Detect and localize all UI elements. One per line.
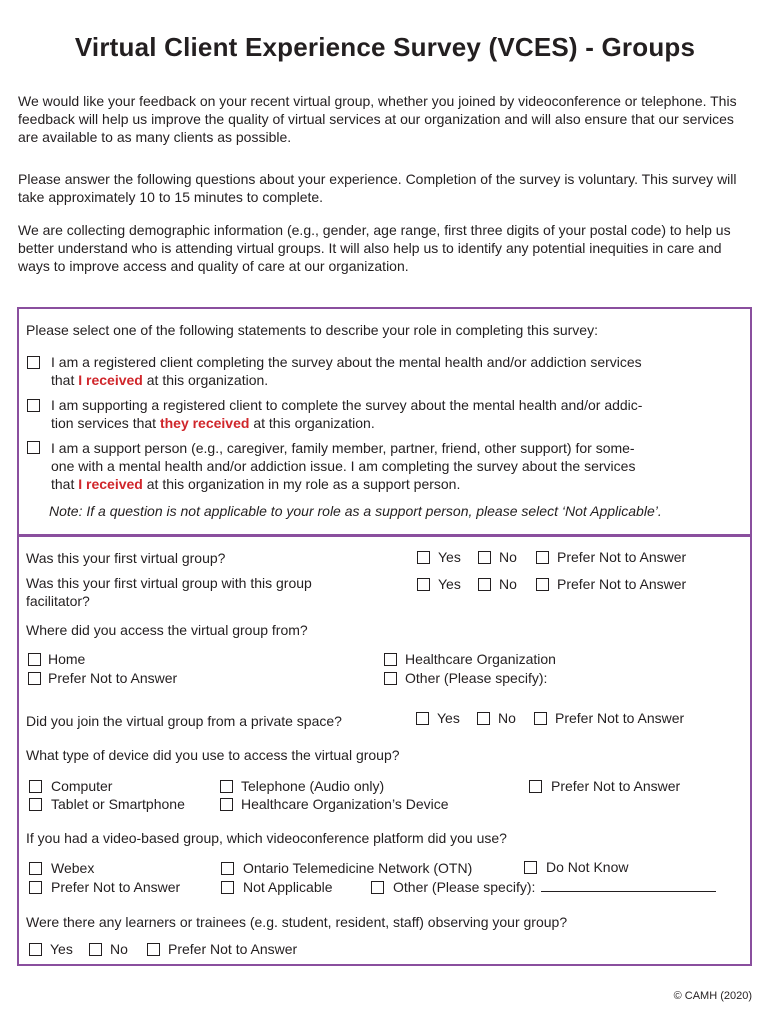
q6-webex-label: Webex	[51, 860, 95, 876]
q6-dont-know-checkbox[interactable]	[524, 861, 537, 874]
q5-hc-device-checkbox[interactable]	[220, 798, 233, 811]
q4-pnta-label: Prefer Not to Answer	[555, 710, 685, 726]
q7-yes-checkbox[interactable]	[29, 943, 42, 956]
q5-pnta-label: Prefer Not to Answer	[551, 778, 681, 794]
q4-pnta-checkbox[interactable]	[534, 712, 547, 725]
role-support-person-line-3: that I received at this organization in my role as a support person.	[51, 476, 461, 492]
role-supporting-checkbox[interactable]	[27, 399, 40, 412]
q4-no-label: No	[498, 710, 516, 726]
q5-hc-device-label: Healthcare Organization’s Device	[241, 796, 449, 812]
q6-other-checkbox[interactable]	[371, 881, 384, 894]
role-prompt: Please select one of the following statements to describe your role in completing this survey:	[26, 322, 598, 338]
q2-pnta-label: Prefer Not to Answer	[557, 576, 687, 592]
q1-label: Was this your first virtual group?	[26, 550, 226, 566]
q6-not-applicable-label: Not Applicable	[243, 879, 333, 895]
q7-pnta-checkbox[interactable]	[147, 943, 160, 956]
q7-no-label: No	[110, 941, 128, 957]
q3-pnta-checkbox[interactable]	[28, 672, 41, 685]
q5-tablet-checkbox[interactable]	[29, 798, 42, 811]
page-title: Virtual Client Experience Survey (VCES) - Groups	[74, 32, 696, 62]
role-client-line-2: that I received at this organization.	[51, 372, 269, 388]
q4-no-checkbox[interactable]	[477, 712, 490, 725]
q5-telephone-label: Telephone (Audio only)	[241, 778, 385, 794]
q6-dont-know-label: Do Not Know	[546, 859, 629, 875]
q7-no-checkbox[interactable]	[89, 943, 102, 956]
q6-other-blank-line[interactable]	[541, 879, 716, 892]
role-note: Note: If a question is not applicable to your role as a support person, please select ‘Not Applicable’.	[49, 503, 662, 519]
q5-computer-checkbox[interactable]	[29, 780, 42, 793]
q1-pnta-label: Prefer Not to Answer	[557, 549, 687, 565]
q6-other-label: Other (Please specify):	[393, 879, 536, 895]
q5-tablet-label: Tablet or Smartphone	[51, 796, 185, 812]
q3-healthcare-org-label: Healthcare Organization	[405, 651, 556, 667]
q3-healthcare-org-checkbox[interactable]	[384, 653, 397, 666]
role-supporting-line-1: I am supporting a registered client to complete the survey about the mental health and/or addic-	[51, 397, 643, 413]
q1-yes-label: Yes	[438, 549, 461, 565]
role-client-checkbox[interactable]	[27, 356, 40, 369]
q5-computer-label: Computer	[51, 778, 113, 794]
q7-pnta-label: Prefer Not to Answer	[168, 941, 298, 957]
q4-label: Did you join the virtual group from a private space?	[26, 713, 342, 729]
q2-yes-checkbox[interactable]	[417, 578, 430, 591]
q2-pnta-checkbox[interactable]	[536, 578, 549, 591]
role-supporting-line-2: tion services that they received at this organization.	[51, 415, 375, 431]
q6-webex-checkbox[interactable]	[29, 862, 42, 875]
q6-otn-checkbox[interactable]	[221, 862, 234, 875]
q6-not-applicable-checkbox[interactable]	[221, 881, 234, 894]
intro-paragraph-2: Please answer the following questions about your experience. Completion of the survey is voluntary. This survey will take approximately 10 to 15 minutes to complete.	[18, 171, 737, 205]
q1-pnta-checkbox[interactable]	[536, 551, 549, 564]
role-support-person-line-2: one with a mental health and/or addiction issue. I am completing the survey about the services	[51, 458, 636, 474]
q3-home-checkbox[interactable]	[28, 653, 41, 666]
q6-other-field[interactable]	[393, 878, 716, 896]
q4-yes-checkbox[interactable]	[416, 712, 429, 725]
q6-pnta-label: Prefer Not to Answer	[51, 879, 181, 895]
q5-telephone-checkbox[interactable]	[220, 780, 233, 793]
intro-paragraph-1: We would like your feedback on your recent virtual group, whether you joined by videoconference or telephone. This feedback will help us improve the quality of virtual services at our organization and will also ensure that our services are available to as many clients as possible.	[18, 93, 737, 145]
q3-home-label: Home	[48, 651, 86, 667]
q5-label: What type of device did you use to access the virtual group?	[26, 747, 400, 763]
q6-label: If you had a video-based group, which videoconference platform did you use?	[26, 830, 507, 846]
q1-no-label: No	[499, 549, 517, 565]
q3-label: Where did you access the virtual group from?	[26, 622, 308, 638]
q7-label: Were there any learners or trainees (e.g. student, resident, staff) observing your group?	[26, 914, 568, 930]
copyright-footer: © CAMH (2020)	[673, 990, 752, 1002]
q5-pnta-checkbox[interactable]	[529, 780, 542, 793]
q2-yes-label: Yes	[438, 576, 461, 592]
q2-label-line-2: facilitator?	[26, 593, 90, 609]
q3-other-checkbox[interactable]	[384, 672, 397, 685]
q6-otn-label: Ontario Telemedicine Network (OTN)	[243, 860, 473, 876]
role-client-line-1: I am a registered client completing the survey about the mental health and/or addiction services	[51, 354, 642, 370]
q2-no-label: No	[499, 576, 517, 592]
role-support-person-line-1: I am a support person (e.g., caregiver, family member, partner, friend, other support) for some-	[51, 440, 635, 456]
role-support-person-checkbox[interactable]	[27, 441, 40, 454]
q2-label-line-1: Was this your first virtual group with this group	[26, 575, 312, 591]
q1-yes-checkbox[interactable]	[417, 551, 430, 564]
q1-no-checkbox[interactable]	[478, 551, 491, 564]
q4-yes-label: Yes	[437, 710, 460, 726]
q6-pnta-checkbox[interactable]	[29, 881, 42, 894]
intro-paragraph-3: We are collecting demographic information (e.g., gender, age range, first three digits of your postal code) to help us better understand who is attending virtual groups. It will also help us to identify any potential inequities in care and ways to improve access and quality of care at our organization.	[18, 222, 731, 274]
q2-no-checkbox[interactable]	[478, 578, 491, 591]
q3-pnta-label: Prefer Not to Answer	[48, 670, 178, 686]
q3-other-label: Other (Please specify):	[405, 670, 548, 686]
q7-yes-label: Yes	[50, 941, 73, 957]
